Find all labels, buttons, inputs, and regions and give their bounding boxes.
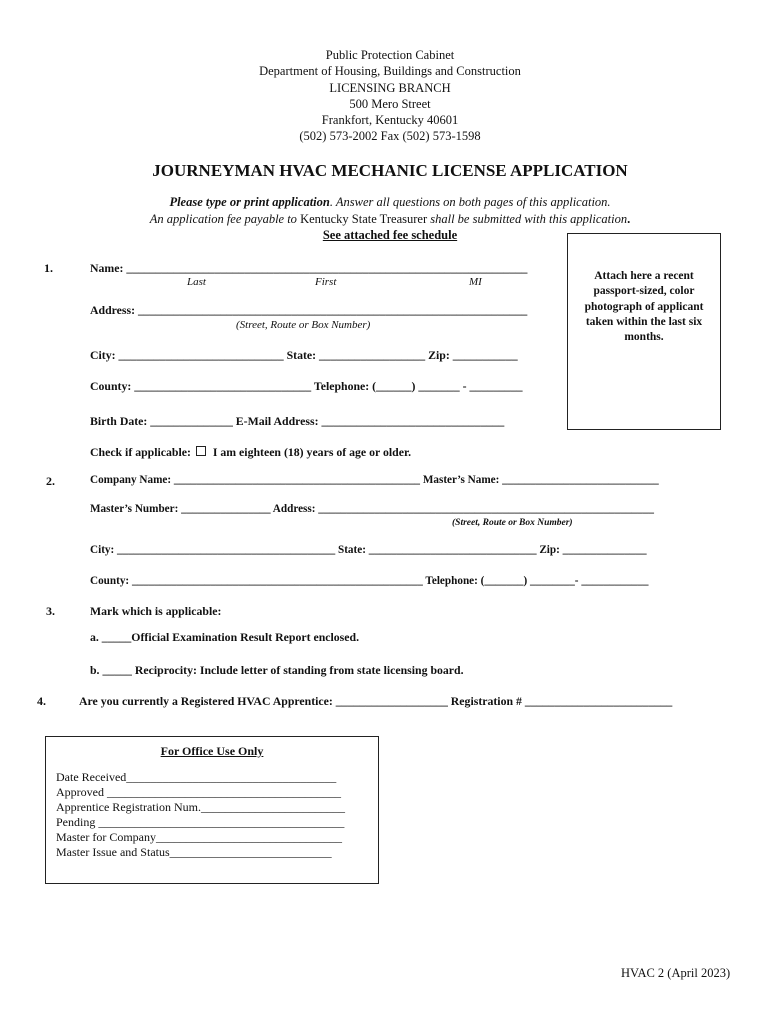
- instructions-period: .: [627, 211, 631, 226]
- company-master-name-field[interactable]: Company Name: ____________________________________________ Master’s Name: ____________________________: [90, 474, 659, 486]
- name-sub-mi: MI: [469, 276, 482, 288]
- instructions-emphasis: Please type or print application: [169, 195, 330, 209]
- age-check-label: Check if applicable:: [90, 445, 191, 459]
- name-field[interactable]: Name: ____________________________________________________________________: [90, 261, 528, 275]
- city-state-zip-field[interactable]: City: ____________________________ State: __________________ Zip: ___________: [90, 348, 518, 362]
- instructions-fee-text-2: shall be submitted with this application: [427, 211, 628, 226]
- age-check-row: [90, 445, 411, 460]
- section-4-number: 4.: [37, 694, 46, 708]
- option-b-reciprocity[interactable]: b. _____ Reciprocity: Include letter of standing from state licensing board.: [90, 663, 464, 677]
- instructions-line-2: [0, 211, 770, 228]
- instructions-line-1: [0, 194, 770, 211]
- age-checkbox[interactable]: [196, 446, 206, 456]
- section-1-number: 1.: [44, 261, 53, 275]
- section-3-label: Mark which is applicable:: [90, 604, 222, 618]
- company-city-state-zip-field[interactable]: City: _______________________________________ State: ______________________________ Zip: _______________: [90, 544, 647, 556]
- office-use-box: [45, 736, 379, 884]
- instructions-payee: Kentucky State Treasurer: [300, 211, 428, 226]
- company-county-telephone-field[interactable]: County: ____________________________________________________ Telephone: (_______) ________- ____________: [90, 575, 649, 587]
- office-date-received: Date Received___________________________________: [56, 770, 337, 784]
- header-line-cabinet: Public Protection Cabinet: [325, 48, 455, 62]
- form-footer: HVAC 2 (April 2023): [621, 966, 731, 980]
- section-3-number: 3.: [46, 604, 55, 618]
- office-use-title: For Office Use Only: [160, 744, 264, 758]
- header-line-phone: (502) 573-2002 Fax (502) 573-1598: [299, 129, 481, 144]
- master-number-address-field[interactable]: Master’s Number: ________________ Address: ____________________________________________________________: [90, 503, 654, 515]
- photo-attachment-box: [567, 233, 721, 430]
- instructions-fee-text: An application fee payable to: [149, 211, 301, 226]
- apprentice-registration-field[interactable]: Are you currently a Registered HVAC Apprentice: ___________________ Registration # _________________________: [79, 694, 673, 708]
- fee-schedule-link[interactable]: See attached fee schedule: [322, 228, 458, 242]
- page-title: JOURNEYMAN HVAC MECHANIC LICENSE APPLICATION: [152, 161, 628, 180]
- office-pending: Pending _________________________________________: [56, 815, 345, 829]
- header-line-city: Frankfort, Kentucky 40601: [321, 113, 459, 128]
- header-line-branch: LICENSING BRANCH: [329, 80, 451, 95]
- office-master-company: Master for Company_______________________________: [56, 830, 342, 844]
- age-check-text: I am eighteen (18) years of age or older.: [212, 445, 412, 459]
- office-approved: Approved _______________________________________: [56, 785, 341, 799]
- address-sub: (Street, Route or Box Number): [236, 319, 371, 331]
- office-apprentice-reg-num: Apprentice Registration Num.________________________: [56, 800, 345, 814]
- county-telephone-field[interactable]: County: ______________________________ Telephone: (______) _______ - _________: [90, 379, 523, 393]
- name-sub-first: First: [315, 276, 337, 288]
- birthdate-email-field[interactable]: Birth Date: ______________ E-Mail Address: _______________________________: [90, 414, 505, 428]
- agency-header: [0, 47, 770, 145]
- option-a-exam-result[interactable]: a. _____Official Examination Result Report enclosed.: [90, 630, 360, 644]
- header-line-department: Department of Housing, Buildings and Construction: [259, 64, 521, 79]
- header-line-street: 500 Mero Street: [349, 96, 431, 111]
- instructions-rest: . Answer all questions on both pages of this application.: [329, 195, 611, 209]
- section-2-number: 2.: [46, 474, 55, 488]
- photo-instructions: Attach here a recent passport-sized, color photograph of applicant taken within the last six months.: [584, 270, 704, 344]
- name-sub-last: Last: [187, 276, 206, 288]
- company-address-sub: (Street, Route or Box Number): [452, 518, 573, 528]
- office-master-issue-status: Master Issue and Status___________________________: [56, 845, 332, 859]
- address-field[interactable]: Address: __________________________________________________________________: [90, 303, 528, 317]
